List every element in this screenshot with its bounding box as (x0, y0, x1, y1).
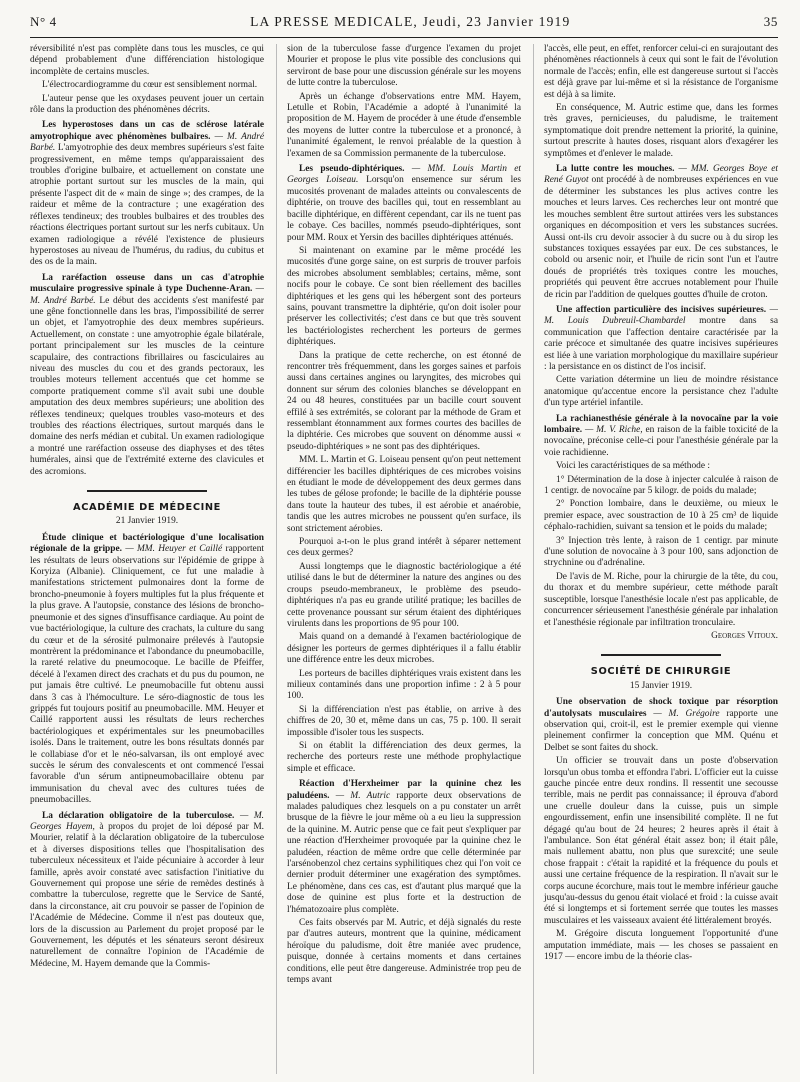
article-author: — M. Grégoire (653, 708, 720, 719)
article-author: — M. Autric (335, 790, 391, 801)
article-tuberculose (30, 811, 264, 971)
article-author: — MM. Georges Boye et René Guyot (544, 164, 778, 186)
paragraph: Après un échange d'observations entre MM. Hayem, Letulle et Robin, l'Académie a adopté à l'unanimité la proposition de M. Hayem de procéder à une étude d'ensemble des moyens de lutter contre la tuberculose et a prononcé, à l'unanimité également, le renvoi préalable de la question à l'examen de sa Commission permanente de la tuberculose. (287, 91, 521, 159)
article-author: — M. André Barbé. (30, 131, 264, 154)
article-title: Étude clinique et bactériologique d'une localisation régionale de la grippe. (30, 532, 264, 555)
article-incisives (544, 305, 778, 373)
paragraph: Aussi longtemps que le diagnostic bactériologique a été utilisé dans le but de déterminer la nature des angines ou des croups pseudo-membraneux, le problème des pseudo-diphtériques n'a pas eu grande utilité pratique; les bacilles de cette provenance poussant sur sérum étaient des diphtériques virulents dans les proportions de 95 pour 100. (287, 561, 521, 629)
paragraph: 3° Injection très lente, à raison de 1 centigr. par minute d'une solution de novocaïne à 3 pour 100, sans adjonction de strychnine ou d'adrénaline. (544, 535, 778, 569)
article-text: montre dans sa communication que l'affection dentaire caractérisée par la carie précoce et simultanée des quatre incisives supérieures est liée à une variation morphologique du maxillaire supérieur : la persistance en os distinct de l'os incisif. (544, 316, 778, 372)
article-author: — M. André Barbé. (30, 284, 264, 306)
article-title: Réaction d'Herxheimer par la quinine chez les paludéens. (287, 779, 521, 801)
article-title: La déclaration obligatoire de la tuberculose. (42, 810, 235, 821)
article-text: à propos du projet de loi déposé par M. Mourier, relatif à la déclaration obligatoire de la tuberculose et à diverses dispositions telles que l'hospitalisation des tuberculeux nécessiteux et l'aide pécuniaire à accorder à leur famille, après avoir constaté avec satisfaction l'initiative du Gouvernement qui propose une série de remèdes destinés à combattre la tuberculose, regrette que le Service de Santé, dans la circonstance, ait cru pouvoir se passer de l'opinion de l'Académie de Médecine. Comme il n'est pas douteux que, lors de la discussion au Parlement du projet proposé par le Gouvernement, les députés et les sénateurs seront désireux naturellement de connaître l'opinion de l'Académie de Médecine, M. Hayem demande que la Commis- (30, 822, 264, 969)
article-title: Les pseudo-diphtériques. (299, 164, 405, 175)
session-date: 21 Janvier 1919. (115, 516, 179, 527)
paragraph: Un officier se trouvait dans un poste d'observation lorsqu'un obus tomba et effondra l'abri. L'officier eut la cuisse gauche pincée entre deux rondins. Il ressentit une secousse terrible, mais ne perdit pas connaissance; il éprouva d'abord une cruelle douleur dans la cuisse, puis un simple engourdissement, enfin une insensibilité complète. Il ne fut dégagé qu'au bout de 24 heures; 2 heures après il était à l'ambulance. Son état général était assez bon; il était pâle, mais nullement abattu, non plus que surexcité; une seule chose frappait : c'était la rapidité et la fréquence du pouls et aussi une certaine fréquence de la respiration. Il n'avait sur le corps aucune écorchure, mais tout le membre inférieur gauche jusqu'au-dessus du genou était violacé et froid : la cuisse avait été si longtemps et si fortement serrée que toutes les masses musculaires et les vaisseaux avaient été littéralement broyés. (544, 756, 778, 926)
paragraph: De l'avis de M. Riche, pour la chirurgie de la tête, du cou, du thorax et du membre supérieur, cette méthode paraît susceptible, lorsque l'anesthésie locale n'est pas applicable, de concurrencer sérieusement l'anesthésie générale par inhalation et l'anesthésie régionale par infiltration tronculaire. (544, 571, 778, 628)
paragraph: 2° Ponction lombaire, dans le deuxième, ou mieux le premier espace, avec soustraction de 10 à 25 cm³ de liquide céphalo-rachidien, suivant sa tension et le poids du malade; (544, 499, 778, 533)
article-pseudo-diphteriques (287, 164, 521, 244)
article-hyperostoses (30, 120, 264, 268)
article-mouches (544, 164, 778, 301)
article-rachianesthesie (544, 414, 778, 460)
article-author: — M. Georges Hayem, (30, 810, 264, 832)
paragraph: Dans la pratique de cette recherche, on est étonné de rencontrer très fréquemment, dans les gorges saines et parfois aussi dans certaines angines ou laryngites, des microbes qui donnent sur sérum des colonies blanches se développant en 24 ou 48 heures, constituées par un bacille court souvent effilé à ses extrémités, se colorant par la méthode de Gram et ressemblant étonnamment aux formes courtes des bacilles de la diphtérie. Ces microbes que souvent on dénomme aussi « pseudo-diphtériques » ne sont pas des diphtériques. (287, 350, 521, 452)
article-author: — MM. Heuyer et Caillé (125, 544, 223, 555)
paragraph: En conséquence, M. Autric estime que, dans les formes très graves, pernicieuses, du paludisme, le traitement symptomatique doit prendre nettement la priorité, la quinine, surtout prescrite à hautes doses, risquant alors d'exagérer les symptômes et d'enlever le malade. (544, 103, 778, 159)
paragraph: 1° Détermination de la dose à injecter calculée à raison de 1 centigr. de novocaïne par 5 kilogr. de poids du malade; (544, 474, 778, 497)
section-divider (601, 654, 721, 656)
article-text: ont procédé à de nombreuses expériences en vue de déterminer les substances les plus actives contre les mouches et leurs larves. Ces recherches leur ont montré que les mouches semblent être surtout attirées vers les substances organiques en décomposition et vers les substances sucrées. Aussi ont-ils cru devoir associer à du sucre ou à du sirop les substances toxiques essayées par eux. De ces substances, le cobold ou arsenic noir, et l'huile de ricin sont l'un et l'autre doués de propriétés très toxiques contre les mouches, propriétés qui peuvent être accrues notablement pour l'huile de ricin par l'addition de quelques gouttes d'huile de croton. (544, 175, 778, 300)
article-author: — MM. Louis Martin et Georges Loiseau. (287, 164, 521, 186)
article-title: Les hyperostoses dans un cas de sclérose latérale amyotrophique avec phénomènes bulbaires. (30, 120, 264, 142)
article-author: — M. Louis Dubreuil-Chambardel (544, 304, 778, 327)
article-title: Une observation de shock toxique par résorption d'autolysats musculaires (544, 697, 778, 719)
paragraph: L'électrocardiogramme du cœur est sensiblement normal. (42, 80, 258, 91)
section-divider (87, 490, 207, 492)
page-header (30, 0, 778, 38)
paragraph: l'accès, elle peut, en effet, renforcer celui-ci en surajoutant des phénomènes réactionnels à ceux qui sont le fait de l'évolution normale de l'accès; enfin, elle est dangereuse surtout si l'accès est déjà grave par lui-même et si la résistance de l'organisme est déjà à sa limite. (544, 44, 778, 100)
article-title: La rachianesthésie générale à la novocaïne par la voie lombaire. (544, 413, 778, 435)
paragraph: Cette variation détermine un lieu de moindre résistance anatomique qu'accentue encore la persistance chez l'adulte d'un type artériel infantile. (544, 375, 778, 409)
page-number: 35 (763, 14, 778, 29)
paragraph: réversibilité n'est pas complète dans tous les muscles, ce qui dépend probablement d'une différenciation histologique incomplète de certains muscles. (30, 44, 264, 77)
column-middle (276, 44, 521, 1074)
text-columns (30, 44, 778, 1074)
article-text: Lorsqu'on ensemence sur sérum les mucosités provenant de malades atteints ou convalescents de diphtérie, on trouve des bacilles qui, tout en ressemblant au bacille diphtérique, en diffèrent cependant, car ils ne tuent pas le cobaye. Ces bacilles, nommés pseudo-diphtériques, sont pour MM. Roux et Yersin des bacilles diphtériques atténués. (287, 175, 521, 243)
paragraph: Voici les caractéristiques de sa méthode : (556, 461, 710, 472)
author-signature: Georges Vitoux. (711, 630, 778, 641)
paragraph: sion de la tuberculose fasse d'urgence l'examen du projet Mourier et propose le plus vite possible des conclusions qui serviront de base pour une discussion générale sur les moyens de lutte contre la tuberculose. (287, 44, 521, 89)
article-title: Une affection particulière des incisives supérieures. (556, 304, 767, 315)
article-text: rapporte deux observations de malades paludiques chez lesquels on a pu constater un arrêt brusque de la fièvre le jour même où a eu lieu la suppression de la quinine. M. Autric pense que ce fait peut s'expliquer par une réaction d'Herxheimer provoquée par la quinine chez le paludéen, réaction de même ordre que celle déterminée par l'arsénobenzol chez certains syphilitiques chez qui l'on voit ce dernier produit déterminer une exagération des symptômes. Le phénomène, dans ces cas, est d'autant plus marqué que la dose de quinine est plus forte et la destruction de l'hématozoaire plus complète. (287, 790, 521, 915)
article-author: — M. V. Riche, (584, 425, 643, 435)
journal-title: LA PRESSE MEDICALE, Jeudi, 23 Janvier 1919 (250, 14, 571, 29)
society-heading: ACADÉMIE DE MÉDECINE (73, 502, 221, 514)
issue-number: N° 4 (30, 14, 57, 29)
article-herxheimer (287, 779, 521, 916)
article-text: rapportent les résultats de leurs observations sur l'épidémie de grippe à Koryiza (Albanie). Cliniquement, ce fut une maladie à manifestations strictement pulmonaires dont la forme de broncho-pneumonie à foyers multiples fut la plus fréquente et la plus grave. A l'autopsie, constance des lésions de broncho-pneumonie et des signes d'insuffisance cardiaque. Au point de vue bactériologique, la culture des crachats, la culture du sang du cœur et de la sérosité pulmonaire prélevés à l'autopsie montrèrent la prédominance et l'abondance du pneumobacille, la rareté relative du pneumocoque. Le bacille de Pfeiffer, décelé à l'examen direct des crachats et du pus du poumon, ne put jamais être cultivé. Le pneumobacille fut obtenu aussi dans 3 cas à l'hémoculture. Le séro-diagnostic de tous les grippés fut toujours positif au pneumobacille. MM. Heuyer et Caillé rapportent aussi les résultats de leurs recherches bactériologiques et expérimentales sur les pneumobacilles isolés. Dans le traitement, outre les bons résultats donnés par le collabiase d'or et le néo-salvarsan, ils ont employé avec succès le sérum des convalescents et ont commencé l'essai favorable d'un sérum antipneumobacillaire obtenu par immunisation du cheval avec des cultures tuées de pneumobacilles. (30, 544, 264, 806)
paragraph: Ces faits observés par M. Autric, et déjà signalés du reste par d'autres auteurs, montrent que la quinine, médicament héroïque du paludisme, doit être maniée avec prudence, puisque, donnée à certains moments et dans certaines conditions, elle peut être dangereuse. Administrée trop peu de temps avant (287, 918, 521, 986)
paragraph: MM. L. Martin et G. Loiseau pensent qu'on peut nettement différencier les bacilles diphtériques de ces microbes voisins en étudiant le mode de développement des deux germes dans les tubes de gélose profonde; le bacille de la diphtérie pousse dans toute la hauteur des tubes, il est aérobie et anaérobie, tandis que les autres microbes ne poussent qu'en surface, ils sont strictement aérobies. (287, 455, 521, 534)
article-title: La raréfaction osseuse dans un cas d'atrophie musculaire progressive spinale à type Duchenne-Aran. (30, 272, 264, 295)
paragraph: L'auteur pense que les oxydases peuvent jouer un certain rôle dans la production des phénomènes décrits. (30, 93, 264, 116)
paragraph: Les porteurs de bacilles diphtériques vrais existent dans les milieux contaminés dans une proportion infime : 2 à 5 pour 100. (287, 668, 521, 702)
paragraph: Si maintenant on examine par le même procédé les mucosités d'une gorge saine, on est surpris de trouver parfois des microbes absolument semblables; certains, même, sont nocifs pour le cobaye. Ce sont bien réellement des bacilles diphtériques et les gens qui les hébergent sont des porteurs sains, pouvant transmettre la diphtérie, qu'on doit isoler pour préserver les collectivités; c'est dans ce but que très souvent les bactériologistes recherchent les porteurs de germes diphtériques. (287, 245, 521, 348)
paragraph: Si la différenciation n'est pas établie, on arrive à des chiffres de 20, 30 et, même dans un cas, 75 p. 100. Il serait impossible d'isoler tous les suspects. (287, 704, 521, 738)
article-rarefaction-osseuse (30, 273, 264, 478)
article-grippe (30, 533, 264, 807)
article-title: La lutte contre les mouches. (556, 164, 675, 175)
column-left (30, 44, 264, 1074)
article-text: rapporte une observation qui, croit-il, est le premier exemple qui vienne pleinement confirmer la conception que MM. Quénu et Delbet se sont faites du shock. (544, 708, 778, 753)
article-text: L'amyotrophie des deux membres supérieurs s'est faite progressivement, en même temps qu'apparaissaient des troubles d'origine bulbaire, et actuellement on constate une atrophie portant surtout sur les muscles de la main, qui présente l'aspect dit de « main de singe »; des crampes, de la raideur et même de la contracture ; une exagération des réflexes tendineux; des troubles bulbaires et des troubles des réactions électriques portant surtout sur les nerfs cubitaux. Un examen radiologique a révélé l'existence de plusieurs hyperostoses au niveau de l'humérus, du radius, du cubitus et des os de la main. (30, 143, 264, 268)
article-text: Le début des accidents s'est manifesté par une gêne fonctionnelle dans les bras, l'impossibilité de serrer un objet, et l'amyotrophie des deux membres supérieurs. Actuellement, on constate : une amyotrophie égale bilatérale, portant principalement sur les muscles de la ceinture scapulaire, des contractions fibrillaires ou fasciculaires au niveau des muscles du cou et des grands pectoraux, les troubles moteurs tellement accentués que cet homme se comporte pratiquement comme s'il avait subi une double amputation des deux membres supérieurs; une abolition des réflexes tendineux; quelques troubles vaso-moteurs et des troubles des réactions électriques, surtout marqués dans le domaine des nerfs médian et cubital. Un examen radiologique a montré une raréfaction osseuse des diaphyses et des têtes humérales, ainsi que de l'extrémité externe des clavicules et des acromions. (30, 295, 264, 477)
article-text: en raison de la faible toxicité de la novocaïne, préconise celle-ci pour l'anesthésie générale par la voie rachidienne. (544, 425, 778, 458)
society-heading: SOCIÉTÉ DE CHIRURGIE (590, 666, 732, 678)
paragraph: M. Grégoire discuta longuement l'opportunité d'une amputation immédiate, mais — les choses se passaient en 1917 — encore imbu de la théorie clas- (544, 929, 778, 963)
paragraph: Si on établit la différenciation des deux germes, la recherche des porteurs reste une méthode prophylactique simple et efficace. (287, 740, 521, 774)
session-date: 15 Janvier 1919. (629, 680, 693, 691)
paragraph: Mais quand on a demandé à l'examen bactériologique de désigner les porteurs de germes diphtériques il a fallu établir une différence entre les deux microbes. (287, 632, 521, 666)
paragraph: Pourquoi a-t-on le plus grand intérêt à séparer nettement ces deux germes? (287, 537, 521, 559)
article-shock-toxique (544, 697, 778, 754)
column-right (533, 44, 778, 1074)
